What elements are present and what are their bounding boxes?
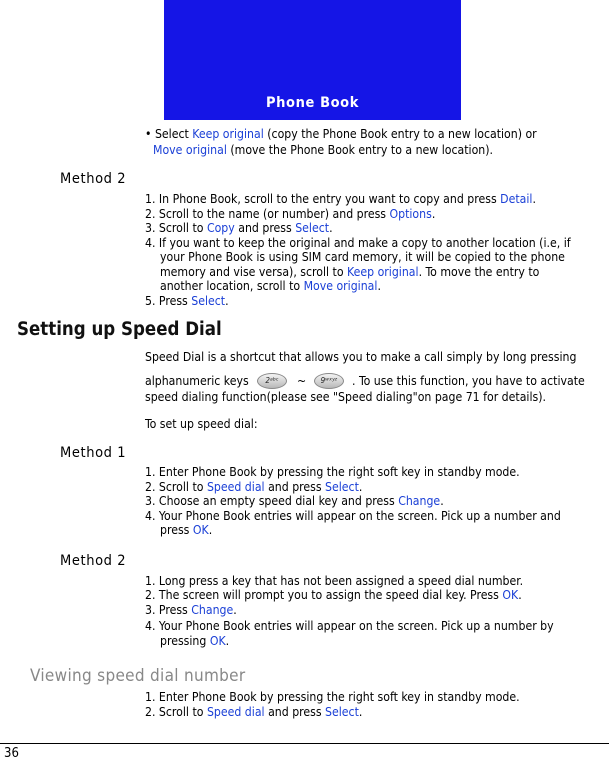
bullet-line-2: Move original (move the Phone Book entry to a new location). <box>153 143 493 157</box>
m2-step-3: 3. Press Change. <box>145 603 237 617</box>
footer-rule <box>0 743 609 744</box>
method2-copy-heading: Method 2 <box>60 171 127 187</box>
tilde: ~ <box>297 374 307 388</box>
copy-step-4b: your Phone Book is using SIM card memory, it will be copied to the phone <box>160 250 565 264</box>
m2-step-1: 1. Long press a key that has not been assigned a speed dial number. <box>145 574 524 588</box>
keep-original-term: Keep original <box>192 127 264 141</box>
copy-step-2: 2. Scroll to the name (or number) and press Options. <box>145 207 436 221</box>
bullet-line-1: • Select Keep original (copy the Phone Book entry to a new location) or <box>145 127 537 141</box>
m2-step-4a: 4. Your Phone Book entries will appear on the screen. Pick up a number by <box>145 619 554 633</box>
speed-dial-intro-3: speed dialing function(please see "Speed dialing"on page 71 for details). <box>145 390 546 404</box>
view-step-2: 2. Scroll to Speed dial and press Select. <box>145 705 363 719</box>
key-9-icon: 9ʷˣʸᶻ <box>314 373 344 389</box>
m1-step-3: 3. Choose an empty speed dial key and press Change. <box>145 494 444 508</box>
method1-heading: Method 1 <box>60 445 127 461</box>
m1-step-2: 2. Scroll to Speed dial and press Select. <box>145 480 363 494</box>
method2-heading: Method 2 <box>60 553 127 569</box>
view-step-1: 1. Enter Phone Book by pressing the right soft key in standby mode. <box>145 690 520 704</box>
copy-step-5: 5. Press Select. <box>145 294 229 308</box>
phone-screen-image <box>164 0 461 120</box>
to-set-up-text: To set up speed dial: <box>145 417 258 431</box>
speed-dial-intro-2b: . To use this function, you have to activate <box>352 374 585 388</box>
m1-step-4a: 4. Your Phone Book entries will appear on the screen. Pick up a number and <box>145 509 561 523</box>
m2-step-2: 2. The screen will prompt you to assign the speed dial key. Press OK. <box>145 588 522 602</box>
viewing-heading: Viewing speed dial number <box>30 666 246 686</box>
m1-step-1: 1. Enter Phone Book by pressing the right soft key in standby mode. <box>145 465 520 479</box>
speed-dial-intro-1: Speed Dial is a shortcut that allows you to make a call simply by long pressing <box>145 350 577 364</box>
speed-dial-intro-2a: alphanumeric keys <box>145 374 249 388</box>
copy-step-3: 3. Scroll to Copy and press Select. <box>145 221 333 235</box>
phone-screen-title: Phone Book <box>265 95 360 111</box>
speed-dial-heading: Setting up Speed Dial <box>17 319 222 340</box>
copy-step-4c: memory and vise versa), scroll to Keep original. To move the entry to <box>160 265 540 279</box>
copy-step-4a: 4. If you want to keep the original and make a copy to another location (i.e, if <box>145 236 571 250</box>
copy-step-4d: another location, scroll to Move original. <box>160 279 381 293</box>
m2-step-4b: pressing OK. <box>160 634 230 648</box>
page-number: 36 <box>4 746 19 761</box>
copy-step-1: 1. In Phone Book, scroll to the entry you want to copy and press Detail. <box>145 192 536 206</box>
key-2-icon: 2ᵃᵇᶜ <box>257 373 287 389</box>
move-original-term: Move original <box>153 143 227 157</box>
m1-step-4b: press OK. <box>160 523 213 537</box>
